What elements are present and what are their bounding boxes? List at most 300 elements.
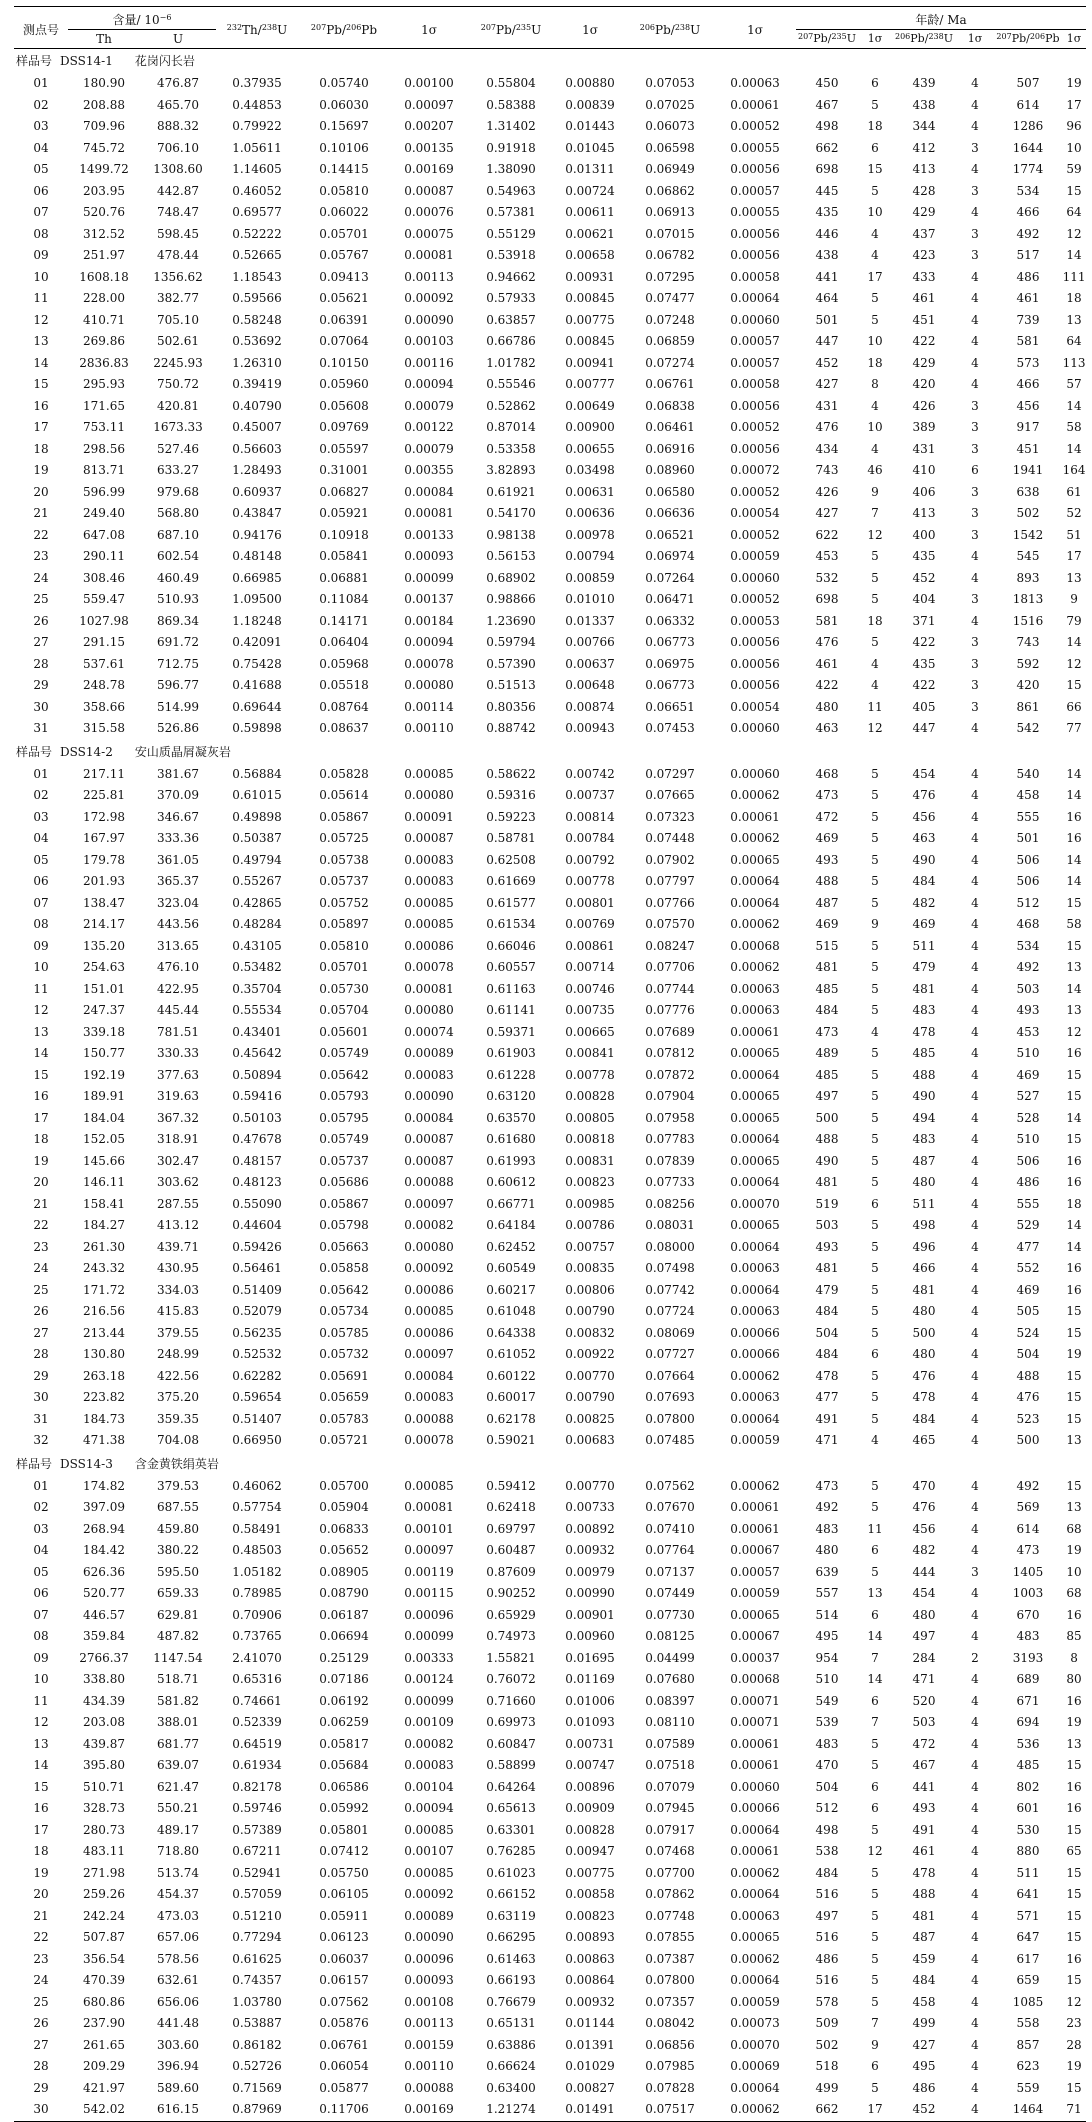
table-cell: 0.00636 [565,506,615,520]
table-cell: 28 [1066,2037,1082,2052]
table-cell: 4 [971,1067,979,1082]
table-cell: 0.07800 [645,1973,695,1987]
table-cell: 659 [1016,1973,1040,1987]
table-cell: 429 [912,205,936,219]
table-cell: 1308.60 [153,162,203,176]
table-cell: 0.66152 [486,1887,536,1901]
table-cell: 520.76 [83,205,125,219]
table-cell: 415.83 [157,1304,199,1318]
table-cell: 5 [871,570,879,585]
table-cell: 0.00757 [565,1239,615,1254]
table-cell: 0.00064 [730,1887,780,1901]
col-sigma-2: 1σ [554,7,626,49]
table-cell: 598.45 [157,226,199,241]
table-cell: 15 [1066,183,1082,198]
table-cell: 0.00062 [730,917,780,931]
table-cell: 0.66295 [486,1930,536,1944]
table-cell: 216.56 [83,1304,125,1318]
table-cell: 659.33 [157,1586,199,1600]
table-row [14,460,1086,482]
table-cell: 0.00052 [730,420,780,434]
table-cell: 4 [971,788,979,802]
table-cell: 0.00081 [404,248,454,262]
table-cell: 03 [33,809,49,824]
table-cell: 17 [1066,97,1082,112]
table-cell: 0.08247 [645,938,695,953]
table-cell: 0.53692 [232,334,282,348]
table-row [14,1366,1086,1388]
ratio-text: Pb/ [813,32,832,45]
table-cell: 1.18543 [232,269,282,284]
table-cell: 0.07958 [645,1110,695,1125]
table-cell: 4 [971,1218,979,1232]
table-cell: 5 [871,1110,879,1125]
table-cell: 5 [871,1046,879,1060]
table-cell: 4 [971,852,979,867]
table-row [14,1820,1086,1842]
table-cell: 0.60937 [232,484,282,499]
table-cell: 0.07453 [645,721,695,735]
table-cell: 498 [912,1218,936,1232]
table-cell: 29 [33,1368,49,1383]
table-row [14,1970,1086,1992]
sample-group-row [14,1452,1086,1476]
table-cell: 4 [971,97,979,112]
table-cell: 484 [815,1865,839,1880]
table-cell: 79 [1066,613,1082,628]
table-cell: 523 [1016,1411,1040,1426]
table-cell: 0.05614 [319,788,369,802]
sup: 238 [261,22,278,32]
col-th-u [216,7,298,49]
table-cell: 14 [1066,635,1082,649]
table-cell: 480 [912,1607,936,1622]
table-cell: 4 [971,1239,979,1254]
table-cell: 0.00818 [565,1132,615,1146]
table-cell: 5 [871,788,879,802]
table-row [14,1906,1086,1928]
table-cell: 0.00947 [565,1844,615,1858]
table-row [14,979,1086,1001]
table-cell: 0.00978 [565,527,615,542]
table-cell: 555 [1016,1196,1040,1211]
table-cell: 9 [871,484,879,499]
table-cell: 0.35704 [232,981,282,996]
table-cell: 5 [871,635,879,649]
col-age-sigma-3: 1σ [1062,30,1086,49]
table-cell: 0.01010 [565,592,615,606]
table-cell: 0.62178 [486,1411,536,1426]
table-cell: 510 [815,1672,839,1686]
table-cell: 15 [1066,678,1082,692]
table-cell: 1286 [1012,119,1044,133]
table-cell: 472 [815,809,839,824]
table-cell: 0.57389 [232,1822,282,1837]
table-cell: 0.07664 [645,1368,695,1383]
table-cell: 0.07727 [645,1347,695,1361]
table-cell: 4 [971,613,979,628]
table-cell: 179.78 [83,852,125,867]
table-row [14,654,1086,676]
table-cell: 01 [33,76,49,90]
table-cell: 0.00985 [565,1196,615,1211]
table-cell: 0.05793 [319,1089,369,1103]
table-cell: 520.77 [83,1586,125,1600]
table-cell: 14 [1066,1110,1082,1125]
table-cell: 476 [1016,1390,1040,1404]
table-cell: 0.06782 [645,248,695,262]
table-cell: 0.00066 [730,1801,780,1815]
table-cell: 52 [1066,506,1082,520]
table-cell: 11 [33,291,49,305]
table-cell: 0.00823 [565,1175,615,1189]
table-cell: 15 [1066,1368,1082,1383]
table-cell: 0.07812 [645,1046,695,1060]
table-cell: 0.00107 [404,1844,454,1858]
table-cell: 500 [912,1325,936,1340]
table-cell: 0.00064 [730,1067,780,1082]
table-cell: 578.56 [157,1951,199,1966]
sup: 235 [831,32,847,41]
table-cell: 622 [815,527,839,542]
table-cell: 0.00896 [565,1779,615,1794]
table-cell: 0.00058 [730,377,780,391]
table-cell: 203.08 [83,1715,125,1729]
table-cell: 617 [1016,1951,1040,1966]
table-cell: 447 [912,721,936,735]
table-cell: 146.11 [83,1175,125,1189]
table-cell: 4 [971,355,979,370]
table-cell: 499 [912,2016,936,2030]
table-cell: 484 [912,1411,936,1426]
table-cell: 0.05721 [319,1433,369,1447]
table-cell: 8 [871,377,879,391]
table-cell: 454 [912,1586,936,1600]
table-cell: 0.15697 [319,119,369,133]
table-cell: 0.00085 [404,1304,454,1318]
sup: 206 [639,22,656,32]
table-cell: 689 [1016,1672,1040,1686]
table-cell: 753.11 [83,420,125,434]
table-cell: 4 [971,312,979,327]
table-cell: 19 [1066,1715,1082,1729]
table-cell: 0.00088 [404,1175,454,1189]
table-cell: 499 [815,2080,839,2095]
table-cell: 0.06105 [319,1887,369,1901]
table-cell: 0.54170 [486,506,536,520]
table-cell: 12 [33,312,49,327]
table-cell: 473 [815,1024,839,1039]
table-row [14,632,1086,654]
table-cell: 0.53482 [232,960,282,974]
table-cell: 10 [33,269,49,284]
table-cell: 0.00990 [565,1586,615,1600]
table-cell: 12 [1066,1024,1082,1039]
table-cell: 15 [1066,1973,1082,1987]
table-cell: 0.05960 [319,377,369,391]
table-cell: 4 [971,1390,979,1404]
table-cell: 290.11 [83,549,125,563]
table-cell: 0.05810 [319,183,369,198]
table-cell: 0.06192 [319,1693,369,1708]
ratio-text: Pb/ [326,22,347,37]
table-cell: 164 [1062,463,1086,477]
table-cell: 15 [1066,1908,1082,1923]
table-cell: 491 [815,1411,839,1426]
table-cell: 0.00792 [565,852,615,867]
table-cell: 0.00631 [565,484,615,499]
table-cell: 4 [971,205,979,219]
table-row [14,1172,1086,1194]
table-cell: 333.36 [157,831,199,845]
table-cell: 09 [33,938,49,953]
table-cell: 243.32 [83,1261,125,1275]
table-cell: 589.60 [157,2080,199,2095]
table-row [14,1409,1086,1431]
table-cell: 0.48284 [232,917,282,931]
table-cell: 158.41 [83,1196,125,1211]
table-cell: 0.00828 [565,1822,615,1837]
table-cell: 0.00122 [404,420,454,434]
table-cell: 192.19 [83,1067,125,1082]
table-cell: 4 [971,2059,979,2073]
table-cell: 0.66771 [486,1196,536,1211]
table-cell: 0.00845 [565,291,615,305]
table-cell: 15 [33,1779,49,1794]
table-cell: 6 [871,1801,879,1815]
table-cell: 1.28493 [232,463,282,477]
table-cell: 382.77 [157,291,199,305]
table-cell: 4 [971,721,979,735]
table-cell: 0.06827 [319,484,369,499]
table-cell: 492 [1016,960,1040,974]
table-cell: 0.00070 [730,1196,780,1211]
table-cell: 481 [815,960,839,974]
table-cell: 869.34 [157,613,199,628]
table-row [14,807,1086,829]
table-cell: 0.00135 [404,140,454,155]
table-cell: 478.44 [157,248,199,262]
table-cell: 0.05867 [319,809,369,824]
table-cell: 28 [33,656,49,671]
table-cell: 0.10106 [319,140,369,155]
table-cell: 167.97 [83,831,125,845]
table-row [14,1712,1086,1734]
table-row [14,1562,1086,1584]
table-cell: 5 [871,1500,879,1514]
table-cell: 0.00087 [404,831,454,845]
table-cell: 334.03 [157,1282,199,1297]
table-cell: 5 [871,1908,879,1923]
table-cell: 344 [912,119,936,133]
table-cell: 0.66950 [232,1433,282,1447]
table-row [14,697,1086,719]
table-cell: 0.00731 [565,1736,615,1751]
table-cell: 0.44604 [232,1218,282,1232]
table-cell: 15 [1066,1089,1082,1103]
table-cell: 0.00724 [565,183,615,198]
table-cell: 15 [1066,1930,1082,1944]
table-cell: 4 [971,1930,979,1944]
table-cell: 555 [1016,809,1040,824]
table-cell: 0.05841 [319,549,369,563]
table-cell: 4 [971,2016,979,2030]
table-cell: 0.07248 [645,312,695,327]
table-cell: 477 [815,1390,839,1404]
table-cell: 0.00093 [404,1973,454,1987]
table-cell: 0.05992 [319,1801,369,1815]
table-cell: 467 [912,1758,936,1772]
table-cell: 0.00088 [404,1411,454,1426]
col-u: U [140,30,216,49]
table-cell: 5 [871,874,879,888]
table-cell: 4 [971,1521,979,1536]
table-cell: 712.75 [157,656,199,671]
table-cell: 0.58781 [486,831,536,845]
table-cell: 0.61680 [486,1132,536,1146]
table-cell: 422.95 [157,981,199,996]
table-cell: 486 [1016,269,1040,284]
table-cell: 0.00064 [730,874,780,888]
table-cell: 4 [971,1368,979,1383]
table-cell: 0.00062 [730,1865,780,1880]
table-cell: 209.29 [83,2059,125,2073]
table-cell: 489 [815,1046,839,1060]
table-cell: 0.00059 [730,1994,780,2009]
table-cell: 04 [33,831,49,845]
table-cell: 0.63886 [486,2037,536,2052]
table-cell: 0.00083 [404,874,454,888]
table-cell: 0.00096 [404,1607,454,1622]
table-row [14,785,1086,807]
table-cell: 19 [33,463,49,477]
table-cell: 691.72 [157,635,199,649]
table-cell: 489.17 [157,1822,199,1837]
table-cell: 0.00062 [714,2099,796,2121]
table-cell: 0.69797 [486,1521,536,1536]
table-row [14,1863,1086,1885]
table-cell: 0.00931 [565,269,615,284]
table-cell: 0.52726 [232,2059,282,2073]
table-cell: 471.38 [83,1433,125,1447]
table-cell: 5 [871,1132,879,1146]
table-cell: 0.07498 [645,1261,695,1275]
table-cell: 10 [867,334,883,348]
table-cell: 0.52339 [232,1715,282,1729]
table-cell: 3 [971,1564,979,1579]
table-cell: 0.59412 [486,1478,536,1493]
table-row [14,1755,1086,1777]
table-cell: 284 [912,1650,936,1665]
table-cell: 490 [912,1089,936,1103]
table-cell: 527 [1016,1089,1040,1103]
table-cell: 0.07295 [645,269,695,284]
table-cell: 0.47678 [232,1132,282,1146]
table-cell: 18 [867,355,883,370]
table-cell: 451 [1016,441,1040,456]
table-cell: 214.17 [83,917,125,931]
table-cell: 145.66 [83,1153,125,1168]
table-cell: 65 [1066,1844,1082,1858]
table-cell: 435 [912,549,936,563]
table-cell: 422.56 [157,1368,199,1383]
table-cell: 526.86 [157,721,199,735]
table-cell: 0.05684 [319,1758,369,1772]
table-cell: 68 [1066,1586,1082,1600]
table-cell: 743 [1016,635,1040,649]
table-cell: 16 [1066,1607,1082,1622]
table-row [14,482,1086,504]
table-cell: 0.00116 [404,355,454,370]
table-cell: 500 [815,1110,839,1125]
table-cell: 12 [867,1844,883,1858]
table-cell: 0.05749 [319,1132,369,1146]
table-cell: 0.07518 [645,1758,695,1772]
table-cell: 476.10 [157,960,199,974]
table-cell: 370.09 [157,788,199,802]
table-cell: 268.94 [83,1521,125,1536]
table-cell: 0.07766 [645,895,695,910]
table-cell: 2836.83 [79,355,129,370]
table-cell: 0.52222 [232,226,282,241]
table-cell: 454.37 [157,1887,199,1901]
table-cell: 3 [971,484,979,499]
table-cell: 0.59898 [232,721,282,735]
table-cell: 484 [815,1003,839,1017]
table-cell: 0.00080 [404,788,454,802]
table-cell: 492 [1016,1478,1040,1493]
table-cell: 0.06833 [319,1521,369,1536]
table-cell: 254.63 [83,960,125,974]
table-cell: 0.05767 [319,248,369,262]
table-cell: 0.79922 [232,119,282,133]
table-cell: 0.00078 [404,960,454,974]
table-cell: 0.55546 [486,377,536,391]
table-row [14,374,1086,396]
table-cell: 0.00068 [730,1672,780,1686]
table-cell: 484 [912,874,936,888]
table-cell: 2766.37 [79,1650,129,1665]
table-cell: 248.78 [83,678,125,692]
ratio-text: Pb/ [655,22,675,37]
sup: 207 [798,32,814,41]
table-cell: 0.52941 [232,1865,282,1880]
table-cell: 687.10 [157,527,199,542]
table-cell: 0.08397 [645,1693,695,1708]
table-cell: 379.55 [157,1325,199,1340]
table-row [14,1476,1086,1498]
table-cell: 0.00092 [404,291,454,305]
table-cell: 433 [912,269,936,284]
table-cell: 0.00097 [404,1543,454,1557]
table-cell: 483 [912,1132,936,1146]
table-cell: 3 [971,506,979,520]
table-row [14,2035,1086,2057]
table-cell: 08 [33,1629,49,1643]
table-cell: 2245.93 [153,355,203,370]
table-row [14,2013,1086,2035]
table-cell: 77 [1066,721,1082,735]
table-cell: 5 [871,1478,879,1493]
table-cell: 7 [871,506,879,520]
table-cell: 540 [1016,766,1040,781]
table-cell: 745.72 [83,140,125,155]
ratio-text: Pb/ [496,22,516,37]
table-cell: 528 [1016,1110,1040,1125]
table-cell: 0.00086 [404,938,454,953]
table-cell: 0.07448 [645,831,695,845]
table-cell: 680.86 [83,1994,125,2009]
